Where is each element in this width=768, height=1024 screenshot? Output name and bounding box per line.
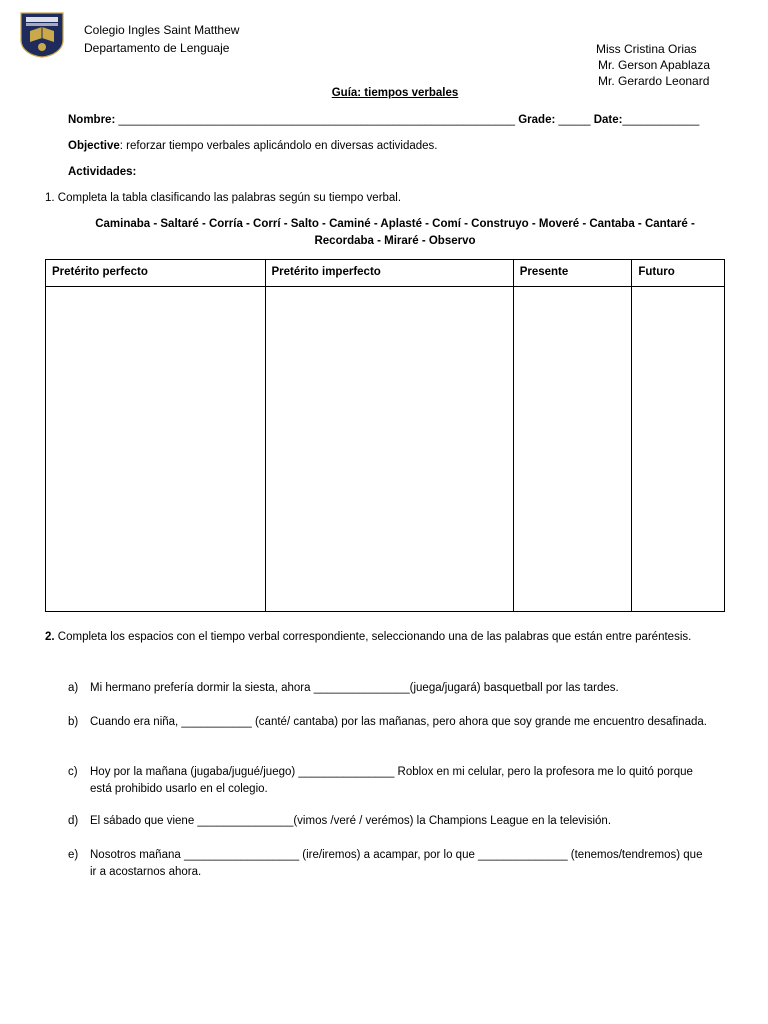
word-bank	[60, 216, 730, 250]
list-item	[68, 714, 708, 731]
grade-label: Grade:	[518, 114, 556, 126]
column-header-futuro: Futuro	[632, 260, 725, 287]
date-label: Date:	[593, 114, 623, 126]
list-item	[68, 764, 708, 798]
column-header-preterito-imperfecto: Pretérito imperfecto	[265, 260, 513, 287]
teacher-list	[596, 41, 710, 89]
objective-label: Objective	[68, 140, 120, 152]
school-crest-logo	[20, 12, 64, 58]
teacher-name: Miss Cristina Orias	[596, 42, 697, 56]
school-name: Colegio Ingles Saint Matthew	[84, 23, 240, 37]
student-info-line	[68, 114, 699, 126]
date-field[interactable]: ____________	[622, 114, 700, 126]
list-item	[68, 847, 708, 881]
exercise1-instruction: 1. Completa la tabla clasificando las palabras según su tiempo verbal.	[45, 192, 402, 204]
item-text[interactable]: Cuando era niña, ___________ (canté/ cantaba) por las mañanas, pero ahora que soy grande me encuentro desafinada.	[90, 716, 707, 728]
verb-tense-table	[45, 259, 725, 612]
answer-cell-preterito-imperfecto[interactable]	[265, 287, 513, 612]
list-item	[68, 813, 708, 830]
item-label: e)	[68, 849, 79, 861]
answer-cell-preterito-perfecto[interactable]	[46, 287, 266, 612]
worksheet-title: Guía: tiempos verbales	[331, 87, 459, 99]
table-answer-row	[46, 287, 725, 612]
exercise2-number: 2.	[45, 631, 55, 643]
column-header-presente: Presente	[513, 260, 632, 287]
teacher-name: Mr. Gerardo Leonard	[598, 74, 710, 88]
activities-heading: Actividades:	[68, 166, 137, 178]
teacher-name: Mr. Gerson Apablaza	[598, 58, 711, 72]
column-header-preterito-perfecto: Pretérito perfecto	[46, 260, 266, 287]
department-name: Departamento de Lenguaje	[84, 41, 230, 55]
exercise2-text: Completa los espacios con el tiempo verbal correspondiente, seleccionando una de las palabras que están entre paréntesis.	[54, 631, 692, 643]
name-field[interactable]: ______________________________________________________________	[118, 114, 516, 126]
item-label: c)	[68, 766, 78, 778]
grade-field[interactable]: _____	[558, 114, 591, 126]
item-label: d)	[68, 815, 79, 827]
table-header-row	[46, 260, 725, 287]
item-text[interactable]: Mi hermano prefería dormir la siesta, ahora _______________(juega/jugará) basquetball por las tardes.	[90, 682, 619, 694]
word-bank-line: Recordaba - Miraré - Observo	[314, 235, 476, 247]
list-item	[68, 680, 708, 697]
objective-text: : reforzar tiempo verbales aplicándolo en diversas actividades.	[119, 140, 438, 152]
item-label: a)	[68, 682, 79, 694]
objective-line	[68, 140, 437, 152]
answer-cell-presente[interactable]	[513, 287, 632, 612]
item-text[interactable]: Nosotros mañana __________________ (ire/iremos) a acampar, por lo que ______________ (tenemos/tendremos) que ir a acostarnos ahora.	[90, 849, 703, 878]
answer-cell-futuro[interactable]	[632, 287, 725, 612]
name-label: Nombre:	[68, 114, 116, 126]
item-text[interactable]: Hoy por la mañana (jugaba/jugué/juego) _______________ Roblox en mi celular, pero la profesora me lo quitó porque está prohibido usarlo en el colegio.	[90, 766, 693, 795]
school-header	[84, 21, 239, 57]
item-text[interactable]: El sábado que viene _______________(vimos /veré / verémos) la Champions League en la televisión.	[90, 815, 612, 827]
exercise2-instruction	[45, 629, 725, 646]
item-label: b)	[68, 716, 79, 728]
word-bank-line: Caminaba - Saltaré - Corría - Corrí - Salto - Caminé - Aplasté - Comí - Construyo - Moveré - Cantaba - Cantaré -	[95, 218, 695, 230]
